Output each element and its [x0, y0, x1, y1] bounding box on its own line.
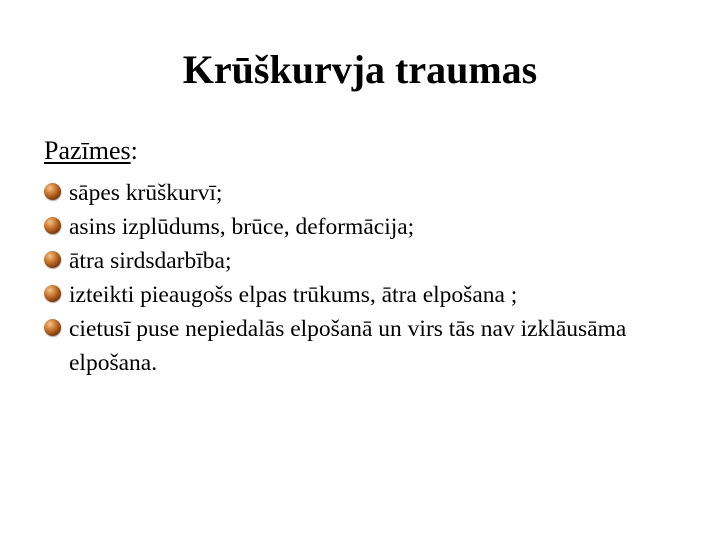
orb-bullet-icon: [44, 319, 61, 336]
bullet-item: [44, 278, 684, 312]
section-heading-colon: :: [130, 136, 138, 165]
bullet-list: [44, 176, 684, 380]
section-heading-label: Pazīmes: [44, 136, 131, 165]
bullet-text: asins izplūdums, brūce, deformācija;: [69, 214, 415, 240]
bullet-item: [44, 244, 684, 278]
orb-bullet-icon: [44, 285, 61, 302]
bullet-text: cietusī puse nepiedalās elpošanā un virs tās nav izklāusāma elpošana.: [69, 316, 627, 376]
bullet-item: [44, 210, 684, 244]
orb-bullet-icon: [44, 183, 61, 200]
slide-title: Krūškurvja traumas: [182, 47, 538, 92]
orb-bullet-icon: [44, 217, 61, 234]
bullet-item: [44, 176, 684, 210]
bullet-text: izteikti pieaugošs elpas trūkums, ātra elpošana ;: [69, 282, 518, 308]
bullet-text: ātra sirdsdarbība;: [69, 248, 232, 274]
bullet-text: sāpes krūškurvī;: [69, 180, 223, 206]
orb-bullet-icon: [44, 251, 61, 268]
section-heading: [44, 134, 138, 168]
bullet-item: [44, 312, 684, 380]
